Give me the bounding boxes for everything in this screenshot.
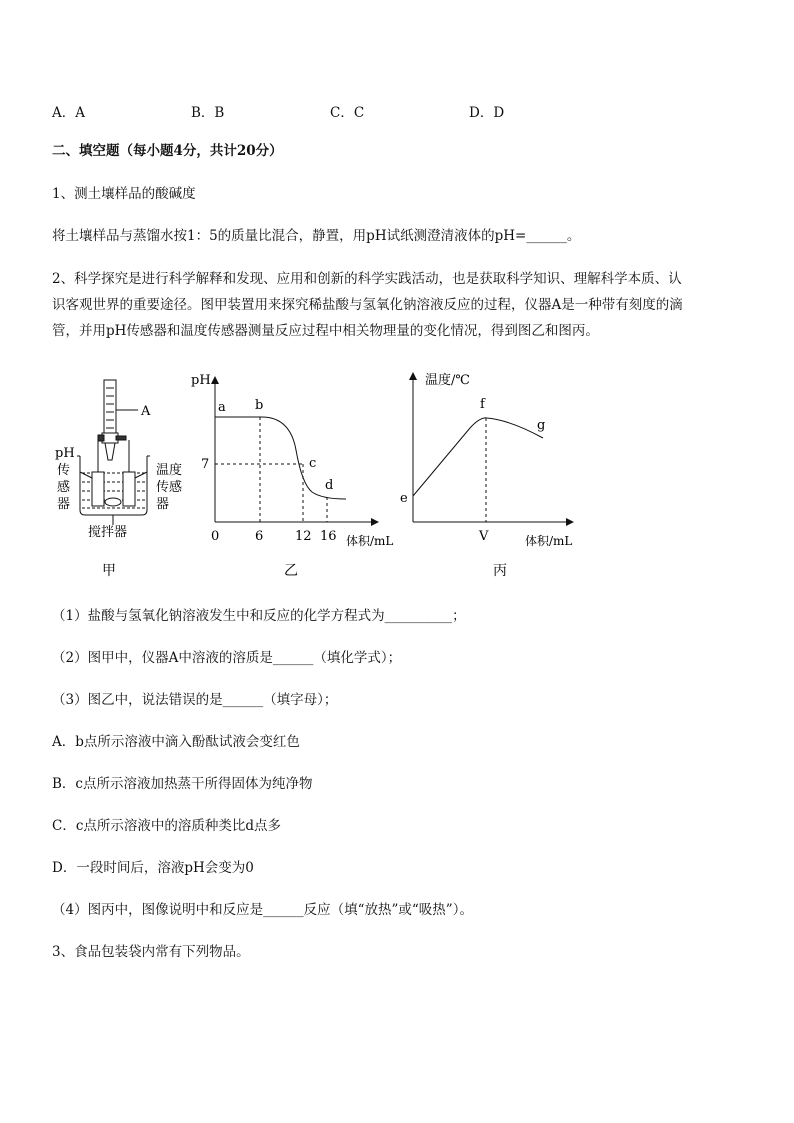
option-d: D．D (469, 105, 505, 121)
ph-x-label: 体积/mL (346, 534, 394, 548)
ph-point-d: d (325, 478, 334, 493)
temp-x-label: 体积/mL (525, 534, 573, 548)
temp-point-f: f (480, 397, 485, 412)
ph-point-b: b (255, 398, 264, 413)
q2-sub4: （4）图丙中，图像说明中和反应是______反应（填“放热”或“吸热”）。 (52, 902, 473, 918)
caption-jia: 甲 (102, 563, 116, 579)
q2-sub1: （1）盐酸与氢氧化钠溶液发生中和反应的化学方程式为__________； (52, 608, 466, 624)
q2-intro-line2: 识客观世界的重要途径。图甲装置用来探究稀盐酸与氢氧化钠溶液反应的过程，仪器A是一种带有刻度的滴 (52, 297, 683, 313)
temp-y-label: 温度/℃ (425, 373, 470, 388)
q2-option-d: D．一段时间后，溶液pH会变为0 (52, 860, 254, 876)
option-c: C．C (330, 105, 365, 121)
temp-point-e: e (400, 491, 408, 506)
option-b: B．B (191, 105, 225, 121)
ph-tick-7: 7 (201, 457, 210, 472)
label-ph-sensor-1: pH (55, 446, 75, 461)
option-a: A．A (52, 105, 85, 121)
ph-point-c: c (309, 456, 317, 471)
q2-sub2: （2）图甲中，仪器A中溶液的溶质是______（填化学式）； (52, 650, 402, 666)
temp-curve (413, 418, 546, 496)
label-ph-sensor-3: 感 (57, 480, 71, 495)
q2-option-a: A．b点所示溶液中滴入酚酞试液会变红色 (52, 734, 300, 750)
apparatus-figure (77, 380, 150, 525)
ph-tick-0: 0 (211, 529, 220, 544)
temp-point-g: g (537, 418, 546, 433)
label-stirrer: 搅拌器 (88, 525, 128, 540)
q2-option-c: C．c点所示溶液中的溶质种类比d点多 (52, 818, 282, 834)
stirrer (105, 498, 121, 506)
ph-tick-16: 16 (320, 529, 337, 544)
ph-tick-12: 12 (295, 529, 312, 544)
label-temp-sensor-3: 器 (156, 497, 170, 512)
q1-body: 将土壤样品与蒸馏水按1：5的质量比混合，静置，用pH试纸测澄清液体的pH=______。 (52, 228, 581, 244)
q2-option-b: B．c点所示溶液加热蒸干所得固体为纯净物 (52, 776, 313, 792)
q1-title: 1、测土壤样品的酸碱度 (52, 186, 196, 202)
ph-y-label: pH (191, 373, 211, 388)
label-ph-sensor-4: 器 (57, 497, 71, 512)
temp-sensor (123, 472, 135, 506)
temp-tick-V: V (479, 529, 489, 544)
label-temp-sensor-1: 温度 (156, 463, 183, 478)
caption-yi: 乙 (284, 563, 298, 579)
ph-tick-6: 6 (255, 529, 264, 544)
q2-sub3: （3）图乙中，说法错误的是______（填字母）； (52, 692, 338, 708)
label-temp-sensor-2: 传感 (156, 480, 183, 495)
q2-intro-line1: 2、科学探究是进行科学解释和发现、应用和创新的科学实践活动，也是获取科学知识、理解科学本质、认 (52, 271, 682, 287)
q3-title: 3、食品包装袋内常有下列物品。 (52, 944, 250, 960)
ph-point-a: a (218, 400, 226, 415)
figures (0, 360, 794, 590)
label-A: A (141, 404, 151, 419)
q2-intro-line3: 管，并用pH传感器和温度传感器测量反应过程中相关物理量的变化情况，得到图乙和图丙。 (52, 323, 599, 339)
section-heading: 二、填空题（每小题4分，共计20分） (52, 143, 283, 159)
caption-bing: 丙 (493, 563, 507, 579)
ph-sensor (92, 472, 104, 506)
ph-chart (215, 380, 375, 522)
temp-chart (413, 376, 570, 522)
label-ph-sensor-2: 传 (57, 463, 71, 478)
